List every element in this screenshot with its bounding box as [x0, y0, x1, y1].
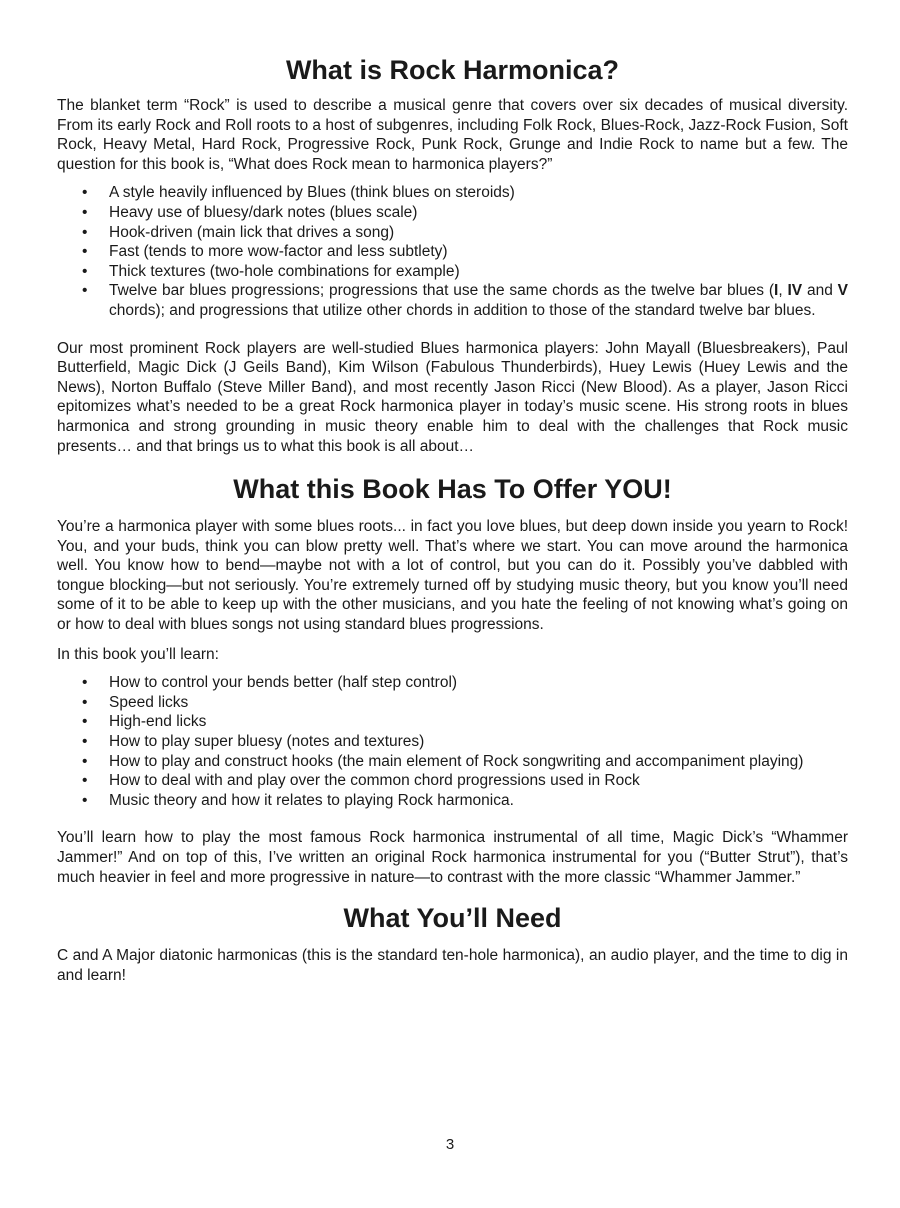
section-title-what-youll-need: What You’ll Need	[343, 903, 562, 934]
bullet-icon: •	[82, 674, 88, 692]
list-item: • A style heavily influenced by Blues (think blues on steroids)	[82, 184, 515, 202]
list-item: • Hook-driven (main lick that drives a song)	[82, 223, 395, 241]
bullet-icon: •	[82, 262, 88, 280]
bullet-icon: •	[82, 713, 88, 731]
list-item: • How to play super bluesy (notes and textures)	[82, 733, 425, 751]
list-item: • Twelve bar blues progressions; progressions that use the same chords as the twelve bar blues (I, IV and V chords); and progressions that utilize other chords in addition to those of the standard twelve bar blues.	[82, 282, 848, 319]
bullet-icon: •	[82, 203, 88, 221]
bullet-icon: •	[82, 752, 88, 770]
bullet-icon: •	[82, 733, 88, 751]
paragraph-outro: You’ll learn how to play the most famous Rock harmonica instrumental of all time, Magic Dick’s “Whammer Jammer!” And on top of this, I’ve written an original Rock harmonica instrumental for you (“Butter Strut”), that’s much heavier in feel and more progressive in nature—to contrast with the more classic “Whammer Jammer.”	[57, 829, 848, 886]
list-item: • Heavy use of bluesy/dark notes (blues scale)	[82, 203, 418, 221]
paragraph-learn-lead: In this book you’ll learn:	[57, 645, 219, 663]
bullet-icon: •	[82, 282, 88, 300]
bullet-icon: •	[82, 184, 88, 202]
list-item: • Thick textures (two-hole combinations for example)	[82, 262, 460, 280]
bullet-icon: •	[82, 772, 88, 790]
paragraph-players: Our most prominent Rock players are well-studied Blues harmonica players: John Mayall (Bluesbreakers), Paul Butterfield, Magic Dick (J Geils Band), Kim Wilson (Fabulous Thunderbirds), Huey Lewis (Huey Lewis and the News), Norton Buffalo (Steve Miller Band), and most recently Jason Ricci (New Blood). As a player, Jason Ricci epitomizes what’s needed to be a great Rock harmonica player in today’s music scene. His strong roots in blues harmonica and strong grounding in music theory enable him to deal with the challenges that Rock music presents… and that brings us to what this book is all about…	[57, 339, 848, 455]
paragraph-needs: C and A Major diatonic harmonicas (this is the standard ten-hole harmonica), an audio player, and the time to dig in and learn!	[57, 947, 848, 984]
list-item: • How to deal with and play over the common chord progressions used in Rock	[82, 772, 640, 790]
list-item: • How to control your bends better (half step control)	[82, 674, 458, 692]
page-number: 3	[445, 1136, 455, 1153]
list-item: • Music theory and how it relates to playing Rock harmonica.	[82, 791, 514, 809]
list-item: • High-end licks	[82, 713, 207, 731]
paragraph-intro: The blanket term “Rock” is used to describe a musical genre that covers over six decades of musical diversity. From its early Rock and Roll roots to a host of subgenres, including Folk Rock, Blues-Rock, Jazz-Rock Fusion, Soft Rock, Heavy Metal, Hard Rock, Progressive Rock, Punk Rock, Grunge and Indie Rock to name but a few. The question for this book is, “What does Rock mean to harmonica players?”	[57, 97, 848, 173]
section-title-book-offer: What this Book Has To Offer YOU!	[233, 474, 672, 505]
list-item: • Fast (tends to more wow-factor and less subtlety)	[82, 243, 448, 261]
list-item: • Speed licks	[82, 693, 189, 711]
bullet-icon: •	[82, 693, 88, 711]
list-rock-traits	[57, 183, 848, 320]
bullet-icon: •	[82, 223, 88, 241]
list-item: • How to play and construct hooks (the main element of Rock songwriting and accompaniment playing)	[82, 752, 804, 770]
paragraph-offer-intro: You’re a harmonica player with some blues roots... in fact you love blues, but deep down inside you yearn to Rock! You, and your buds, think you can blow pretty well. That’s where we start. You can move around the harmonica well. You know how to bend—maybe not with a lot of control, but you can do it. Possibly you’ve dabbled with tongue blocking—but not seriously. You’re extremely turned off by studying music theory, but you know you’ll need some of it to be able to keep up with the other musicians, and you hate the feeling of not knowing what’s going on or how to deal with blues songs not using standard blues progressions.	[57, 518, 848, 634]
section-title-rock-harmonica: What is Rock Harmonica?	[285, 55, 620, 85]
bullet-icon: •	[82, 791, 88, 809]
bullet-icon: •	[82, 243, 88, 261]
list-learn	[57, 673, 848, 810]
